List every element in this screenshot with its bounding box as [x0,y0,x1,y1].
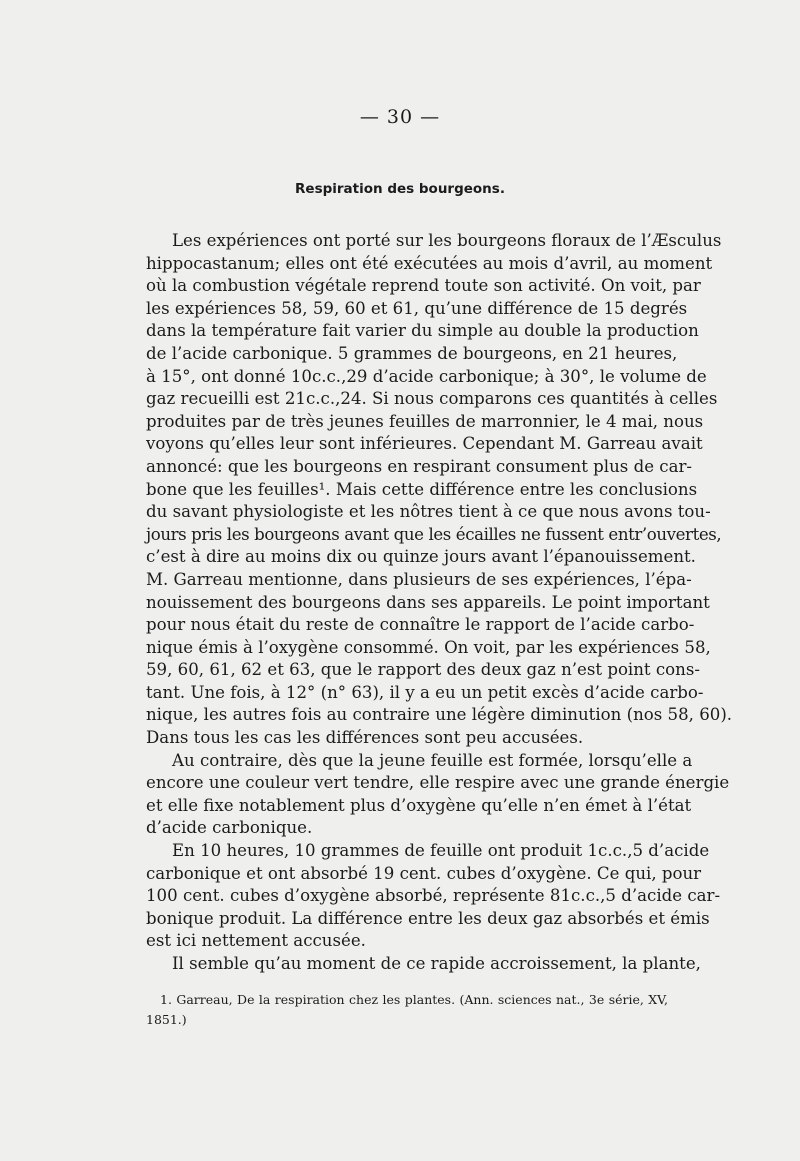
text-line: hippocastanum; elles ont été exécutées au mois d’avril, au moment [146,253,713,273]
text-line: de l’acide carbonique. 5 grammes de bourgeons, en 21 heures, [146,343,678,363]
text-line: 100 cent. cubes d’oxygène absorbé, représente 81c.c.,5 d’acide car- [146,886,721,906]
text-line: Dans tous les cas les différences sont peu accusées. [146,728,584,748]
text-line: d’acide carbonique. [146,818,313,838]
text-line: du savant physiologiste et les nôtres tient à ce que nous avons tou- [146,502,711,522]
text-line: voyons qu’elles leur sont inférieures. Cependant M. Garreau avait [146,434,703,454]
text-line: dans la température fait varier du simple au double la production [146,321,699,341]
text-line: est ici nettement accusée. [146,931,366,951]
text-line: où la combustion végétale reprend toute son activité. On voit, par [146,276,701,296]
text-line: nique, les autres fois au contraire une légère diminution (nos 58, 60). [146,705,733,725]
text-line: annoncé: que les bourgeons en respirant consument plus de car- [146,456,693,476]
text-line: à 15°, ont donné 10c.c.,29 d’acide carbonique; à 30°, le volume de [146,366,707,386]
text-line: Il semble qu’au moment de ce rapide accroissement, la plante, [172,954,701,973]
footnote [146,990,668,1030]
text-line: M. Garreau mentionne, dans plusieurs de ses expériences, l’épa- [146,569,692,589]
text-line: tant. Une fois, à 12° (n° 63), il y a eu un petit excès d’acide carbo- [146,682,704,702]
text-line: nouissement des bourgeons dans ses appareils. Le point important [146,592,710,612]
text-line: Les expériences ont porté sur les bourgeons floraux de l’Æsculus [172,231,722,250]
text-line: Au contraire, dès que la jeune feuille est formée, lorsqu’elle a [172,750,693,770]
footnote-line: 1. Garreau, De la respiration chez les plantes. (Ann. sciences nat., 3e série, XV, [160,992,668,1007]
text-line: les expériences 58, 59, 60 et 61, qu’une différence de 15 degrés [146,298,688,318]
text-line: carbonique et ont absorbé 19 cent. cubes d’oxygène. Ce qui, pour [146,863,702,883]
text-line: jours pris les bourgeons avant que les écailles ne fussent entr’ouvertes, [146,524,722,544]
text-line: et elle fixe notablement plus d’oxygène qu’elle n’en émet à l’état [146,795,692,815]
text-line: En 10 heures, 10 grammes de feuille ont produit 1c.c.,5 d’acide [172,841,710,861]
text-line: nique émis à l’oxygène consommé. On voit, par les expériences 58, [146,637,711,657]
text-line: pour nous était du reste de connaître le rapport de l’acide carbo- [146,615,695,635]
text-line: 59, 60, 61, 62 et 63, que le rapport des deux gaz n’est point cons- [146,660,700,680]
text-line: bonique produit. La différence entre les deux gaz absorbés et émis [146,908,710,928]
text-line: c’est à dire au moins dix ou quinze jours avant l’épanouissement. [146,547,696,567]
text-line: gaz recueilli est 21c.c.,24. Si nous comparons ces quantités à celles [146,389,718,409]
page-number: — 30 — [359,106,441,128]
text-line: bone que les feuilles¹. Mais cette différence entre les conclusions [146,479,698,499]
text-line: produites par de très jeunes feuilles de marronnier, le 4 mai, nous [146,411,704,431]
body-text [146,230,733,976]
footnote-line: 1851.) [146,1012,187,1027]
section-heading: Respiration des bourgeons. [295,181,505,197]
text-line: encore une couleur vert tendre, elle respire avec une grande énergie [146,773,730,793]
